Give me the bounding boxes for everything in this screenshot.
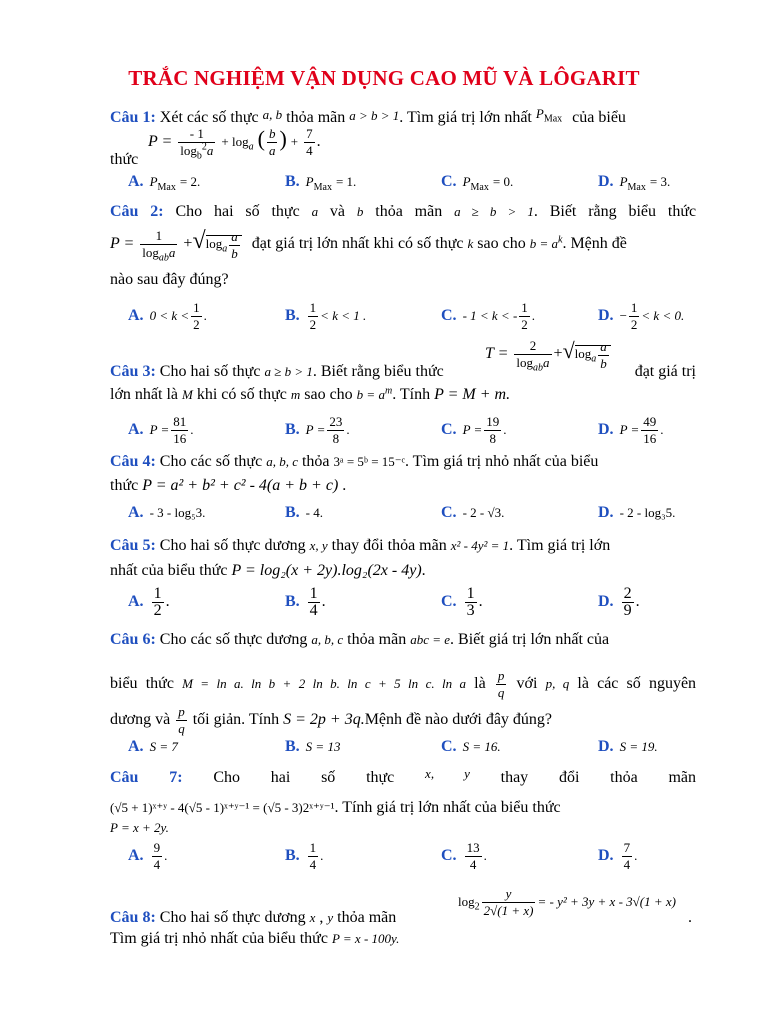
question-6-options (128, 738, 708, 760)
option-c[interactable]: C. $\frac{13}{4}$ . (441, 840, 487, 872)
question-6-line-1: Câu 6: Cho các số thực dương a, b, c thỏa mãn abc = e. Biết giá trị lớn nhất của (110, 631, 610, 648)
question-3-line-2: lớn nhất là M khi có số thực m sao cho $b = a^m$. Tính P = M + m. (110, 385, 511, 403)
option-b[interactable]: B. S = 13 (285, 738, 341, 755)
option-c[interactable]: C. $\frac{1}{3}$ . (441, 585, 483, 619)
question-7-line-2: (√5 + 1)ˣ⁺ʸ - 4(√5 - 1)ˣ⁺ʸ⁻¹ = (√5 - 3)2ˣ⁺ʸ⁻¹. Tính giá trị lớn nhất của biểu thức (110, 799, 561, 816)
option-a[interactable]: A. - 3 - log₅3. (128, 504, 206, 521)
question-2-options (128, 292, 708, 332)
option-c[interactable]: C. - 1 < k < - $\frac{1}{2}$ . (441, 300, 536, 332)
question-7-options (128, 840, 708, 878)
option-c[interactable]: C. $P_{Max} = 0$. (441, 173, 514, 194)
option-a[interactable]: A. $\frac{1}{2}$ . (128, 585, 170, 619)
question-4-line-2: thức P = a² + b² + c² - 4(a + b + c) . (110, 477, 347, 494)
option-c[interactable]: C. P = $\frac{19}{8}$ . (441, 414, 507, 446)
option-a[interactable]: A. $\frac{9}{4}$ . (128, 840, 168, 872)
question-1-expression: P = $\frac{- 1}{\log_b^2a}$ + $\log_a$ ( $\frac{b}{a}$ ) + $\frac{7}{4}$ . (148, 126, 321, 162)
question-3-options (128, 408, 708, 446)
option-a[interactable]: A. S = 7 (128, 738, 178, 755)
question-2-line-1: Câu 2: Cho hai số thực a và b thỏa mãn a ≥ b > 1. Biết rằng biểu thức (110, 203, 697, 220)
option-d[interactable]: D. S = 19. (598, 738, 658, 755)
option-d[interactable]: D. $\frac{2}{9}$ . (598, 585, 640, 619)
option-b[interactable]: B. - 4. (285, 504, 324, 521)
option-a[interactable]: A. P = $\frac{81}{16}$ . (128, 414, 194, 446)
document-page: TRẮC NGHIỆM VẬN DỤNG CAO MŨ VÀ LÔGARIT Câu 1: Xét các số thực a, b thỏa mãn a > b > 1. Tìm giá trị lớn nhất $^{P_{Max}}$ của biểu P = $\frac{- 1}{\log_b^2a}$ + $\log_a$ ( $\frac{b}{a}$ ) + $\frac{7}{4}$ . thức A. $P_{Max} = 2$. B. $P_{Max} = 1$. C. $P_{Max} = 0$. D. $P_{Max} = 3$. Câu 2: Cho hai số thực a và b thỏa mãn a ≥ b > 1. Biết rằng biểu thức P = $\frac{1}{\log_{ab}a}$ $+√\log_a$ $\frac{a}{b}$ đạt giá trị lớn nhất khi có số thực k sao cho $b = a^k$. Mệnh đề nào sau đây đúng? A. 0 < k < $\frac{1}{2}$ . B. $\frac{1}{2}$ < k < 1 . C. - 1 < k < - $\frac{1}{2}$ . D. − $\frac{1}{2}$ < k < 0. Câu 3: Cho hai số thực a ≥ b > 1. Biết rằng biểu thức T = $\frac{2}{\log_{ab}a}$ $+√\log_a$ $\frac{a}{b}$ đạt giá trị lớn nhất là M khi có số thực m sao cho $b = a^m$. Tính P = M + m. A. P = $\frac{81}{16}$ . B. P = $\frac{23}{8}$ . C. P = $\frac{19}{8}$ . D. P = $\frac{49}{16}$ . Câu 4: Cho các số thực a, b, c thỏa 3ᵃ = 5ᵇ = 15⁻ᶜ. Tìm giá trị nhỏ nhất của biểu thức P = a² + b² + c² - 4(a + b + c) . A. - 3 - log₅3. B. - 4. C. - 2 - √3. D. - 2 - log₃5. Câu 5: Cho hai số thực dương x, y thay đổi thỏa mãn x² - 4y² = 1. Tìm giá trị lớn nhất của biểu thức P = log₂(x + 2y).log₂(2x - 4y). A. $\frac{1}{2}$ . B. $\frac{1}{4}$ . C. $\frac{1}{3}$ . D. $\frac{2}{9}$ . Câu 6: Cho các số thực dương a, b, c thỏa mãn abc = e. Biết giá trị lớn nhất của biểu thức M = ln a. ln b + 2 ln b. ln c + 5 ln c. ln a là $\frac{p}{q}$ với p, q là các số nguyên dương và $\frac{p}{q}$ tối giản. Tính S = 2p + 3q.Mệnh đề nào dưới đây đúng? A. S = 7 B. S = 13 C. S = 16. D. S = 19. Câu 7: Cho hai số thực $^{x, y}$ thay đổi thỏa mãn (√5 + 1)ˣ⁺ʸ - 4(√5 - 1)ˣ⁺ʸ⁻¹ = (√5 - 3)2ˣ⁺ʸ⁻¹. Tính giá trị lớn nhất của biểu thức P = x + 2y. A. $\frac{9}{4}$ . B. $\frac{1}{4}$ . C. $\frac{13}{4}$ . D. $\frac{7}{4}$ . Câu 8: Cho hai số thực dương x , y thỏa mãn $\log_2$ $\frac{y}{2√(1 + x)}$ = - y² + 3y + x - 3√(1 + x) . Tìm giá trị nhỏ nhất của biểu thức P = x - 100y. (0, 0, 768, 1024)
option-b[interactable]: B. $\frac{1}{4}$ . (285, 840, 324, 872)
option-b[interactable]: B. $P_{Max} = 1$. (285, 173, 357, 194)
question-6-line-2: biểu thức M = ln a. ln b + 2 ln b. ln c + 5 ln c. ln a là $\frac{p}{q}$ với p, q là các số nguyên (110, 667, 697, 700)
question-5-line-2: nhất của biểu thức P = log₂(x + 2y).log₂(2x - 4y). (110, 562, 426, 579)
option-d[interactable]: D. P = $\frac{49}{16}$ . (598, 414, 664, 446)
question-8-line-1: Câu 8: Cho hai số thực dương x , y thỏa mãn (110, 909, 397, 926)
option-d[interactable]: D. − $\frac{1}{2}$ < k < 0. (598, 300, 685, 332)
question-8-expression: $\log_2$ $\frac{y}{2√(1 + x)}$ = - y² + 3y + x - 3√(1 + x) (458, 886, 676, 918)
option-d[interactable]: D. $\frac{7}{4}$ . (598, 840, 638, 872)
option-d[interactable]: D. - 2 - log₃5. (598, 504, 676, 521)
question-1-options (128, 173, 708, 195)
question-6-line-3: dương và $\frac{p}{q}$ tối giản. Tính S = 2p + 3q.Mệnh đề nào dưới đây đúng? (110, 703, 553, 736)
question-3-line-1: Câu 3: Cho hai số thực a ≥ b > 1. Biết rằng biểu thức (110, 363, 444, 380)
question-7-line-1: Câu 7: Cho hai số thực $^{x, y}$ thay đổi thỏa mãn (110, 766, 697, 786)
question-3-expression: T = $\frac{2}{\log_{ab}a}$ $+√\log_a$ $\frac{a}{b}$ (485, 338, 645, 372)
page-title: TRẮC NGHIỆM VẬN DỤNG CAO MŨ VÀ LÔGARIT (128, 66, 640, 90)
option-d[interactable]: D. $P_{Max} = 3$. (598, 173, 671, 194)
question-5-options (128, 584, 708, 622)
question-7-line-3: P = x + 2y. (110, 820, 169, 835)
question-2-expression: P = $\frac{1}{\log_{ab}a}$ $+√\log_a$ $\frac{a}{b}$ đạt giá trị lớn nhất khi có số thực k sao cho $b = a^k$. Mệnh đề (110, 228, 627, 264)
question-4-options (128, 504, 708, 526)
question-4-line-1: Câu 4: Cho các số thực a, b, c thỏa 3ᵃ = 5ᵇ = 15⁻ᶜ. Tìm giá trị nhỏ nhất của biểu (110, 453, 599, 470)
option-c[interactable]: C. S = 16. (441, 738, 501, 755)
option-a[interactable]: A. $P_{Max} = 2$. (128, 173, 201, 194)
option-b[interactable]: B. $\frac{1}{2}$ < k < 1 . (285, 300, 367, 332)
question-8-line-2: Tìm giá trị nhỏ nhất của biểu thức P = x - 100y. (110, 930, 400, 947)
question-label: Câu 1: (110, 109, 156, 126)
option-b[interactable]: B. P = $\frac{23}{8}$ . (285, 414, 350, 446)
option-b[interactable]: B. $\frac{1}{4}$ . (285, 585, 326, 619)
option-c[interactable]: C. - 2 - √3. (441, 504, 505, 521)
option-a[interactable]: A. 0 < k < $\frac{1}{2}$ . (128, 300, 207, 332)
question-1-line-1: Câu 1: Xét các số thực a, b thỏa mãn a > b > 1. Tìm giá trị lớn nhất $^{P_{Max}}$ của biểu (110, 106, 626, 126)
question-5-line-1: Câu 5: Cho hai số thực dương x, y thay đổi thỏa mãn x² - 4y² = 1. Tìm giá trị lớn (110, 537, 611, 554)
